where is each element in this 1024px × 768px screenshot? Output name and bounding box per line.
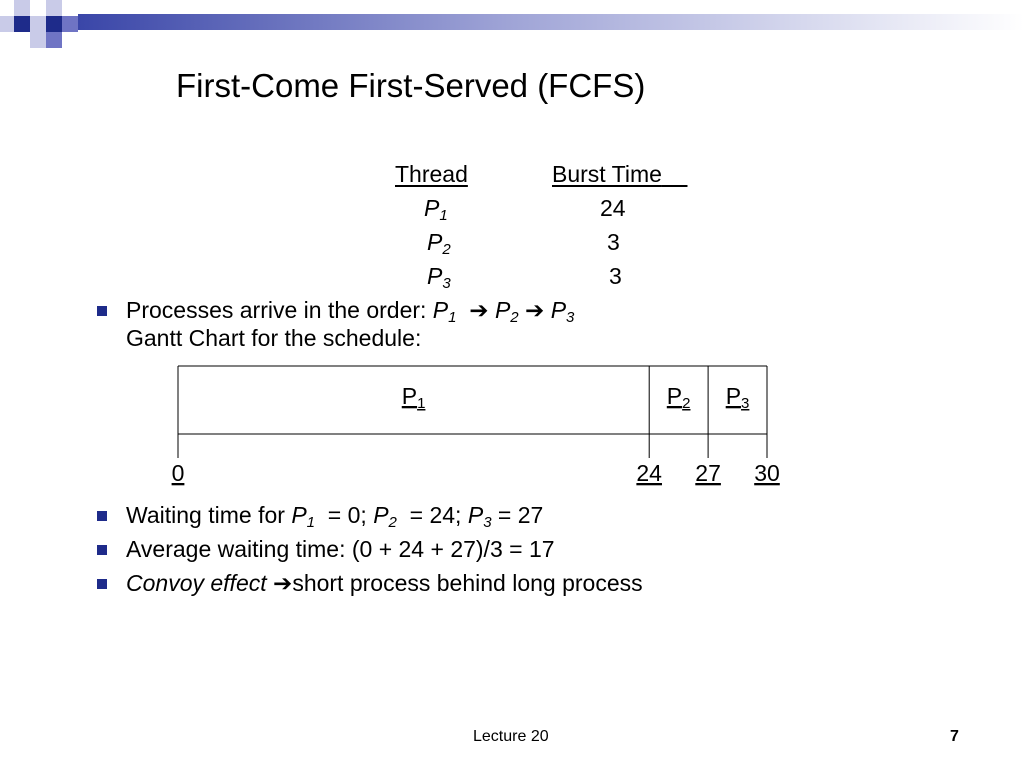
arrow-icon: ➔ bbox=[525, 297, 545, 323]
gantt-caption: Gantt Chart for the schedule: bbox=[126, 325, 422, 351]
bullet-marker bbox=[97, 545, 107, 555]
gantt-tick-label: 27 bbox=[695, 460, 721, 486]
bullet-marker bbox=[97, 579, 107, 589]
table-row-burst-1: 24 bbox=[600, 195, 626, 221]
arrow-icon: ➔ bbox=[273, 570, 293, 596]
gantt-tick-label: 0 bbox=[171, 460, 185, 486]
arrival-order-text: Processes arrive in the order: $P_1$ ➔ $P_2$ ➔ $P_3$ bbox=[126, 297, 575, 326]
gantt-tick-label: 30 bbox=[754, 460, 780, 486]
table-row-thread-1: $P_1$ bbox=[424, 195, 448, 224]
table-header-thread: Thread bbox=[395, 161, 468, 187]
slide-number: 7 bbox=[950, 728, 959, 745]
arrow-icon: ➔ bbox=[469, 297, 489, 323]
table-row-thread-3: $P_3$ bbox=[427, 263, 451, 292]
gantt-block-label: P1 bbox=[401, 383, 426, 412]
average-waiting-text: Average waiting time: (0 + 24 + 27)/3 = 17 bbox=[126, 536, 555, 562]
table-header-burst: Burst Time bbox=[552, 161, 662, 187]
table-row-thread-2: $P_2$ bbox=[427, 229, 451, 258]
gantt-tick-label: 24 bbox=[636, 460, 662, 486]
footer-lecture: Lecture 20 bbox=[473, 728, 549, 745]
table-row-burst-2: 3 bbox=[607, 229, 620, 255]
gantt-block-label: P3 bbox=[725, 383, 750, 412]
bullet-marker bbox=[97, 306, 107, 316]
bullet-marker bbox=[97, 511, 107, 521]
gantt-block-label: P2 bbox=[666, 383, 691, 412]
gantt-chart bbox=[170, 360, 790, 490]
slide-title: First-Come First-Served (FCFS) bbox=[176, 67, 646, 104]
table-row-burst-3: 3 bbox=[609, 263, 622, 289]
convoy-effect-text: Convoy effect ➔short process behind long process bbox=[126, 570, 643, 596]
waiting-time-text: Waiting time for $P_1 = 0$; $P_2 = 24$; $P_3 = 27$ bbox=[126, 502, 544, 531]
header-decoration bbox=[0, 0, 1024, 50]
